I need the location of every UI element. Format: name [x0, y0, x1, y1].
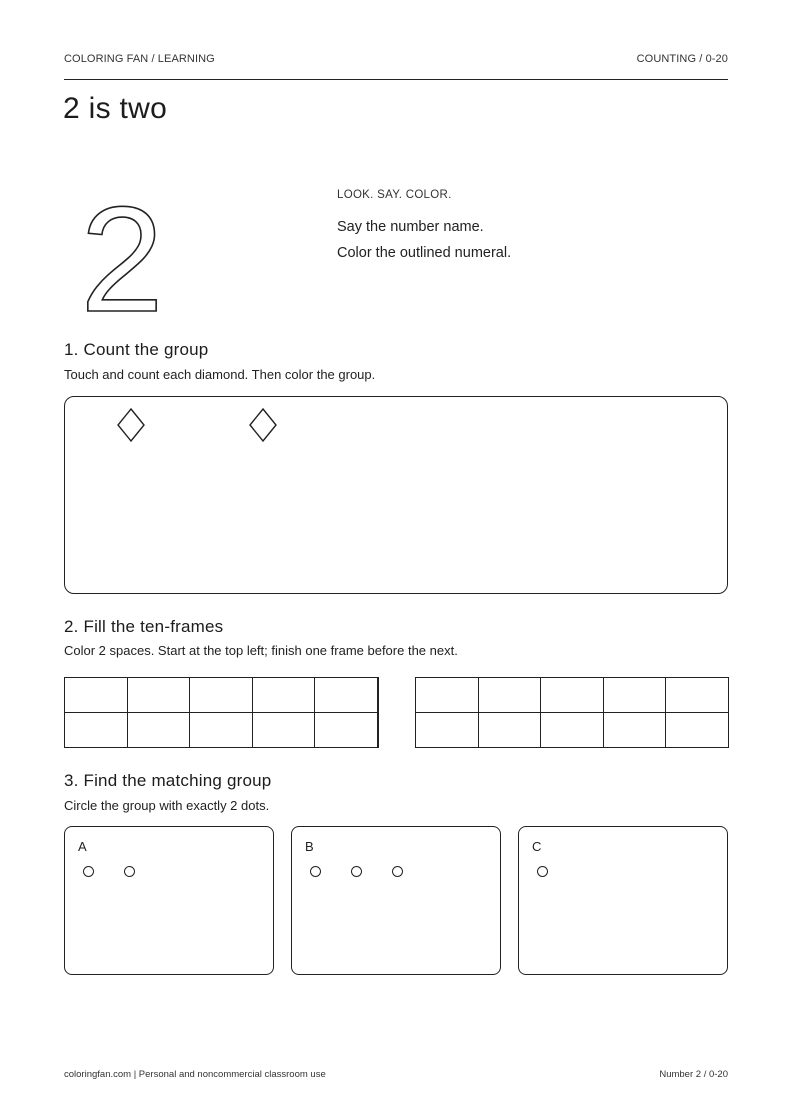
- intro-kicker: LOOK. SAY. COLOR.: [337, 189, 452, 201]
- section1-title: 1. Count the group: [64, 340, 209, 359]
- ten-frame-cell[interactable]: [190, 713, 253, 748]
- outlined-numeral[interactable]: [72, 198, 172, 318]
- section1-subtitle: Touch and count each diamond. Then color the group.: [64, 367, 376, 382]
- ten-frame-cell[interactable]: [252, 678, 315, 713]
- ten-frame-cell[interactable]: [252, 713, 315, 748]
- ten-frame-cell[interactable]: [603, 678, 666, 713]
- ten-frame-cell[interactable]: [416, 713, 479, 748]
- header-category: COUNTING / 0-20: [636, 53, 728, 65]
- outlined-numeral-glyph: 2: [80, 198, 164, 318]
- intro-instruction-2: Color the outlined numeral.: [337, 245, 512, 261]
- choice-label: C: [532, 839, 542, 854]
- section2-subtitle: Color 2 spaces. Start at the top left; finish one frame before the next.: [64, 643, 458, 658]
- ten-frame-cell[interactable]: [666, 713, 729, 748]
- ten-frame-cell[interactable]: [190, 678, 253, 713]
- choice-b-box[interactable]: [291, 826, 501, 975]
- ten-frame-cell[interactable]: [65, 713, 128, 748]
- ten-frame-cell[interactable]: [127, 713, 190, 748]
- ten-frame-cell[interactable]: [127, 678, 190, 713]
- footer-credit: coloringfan.com | Personal and noncommercial classroom use: [64, 1069, 326, 1080]
- dot-circle: [83, 866, 94, 877]
- choice-label: B: [305, 839, 314, 854]
- ten-frame-cell[interactable]: [541, 713, 604, 748]
- header-brand: COLORING FAN / LEARNING: [64, 53, 215, 65]
- ten-frame-cell[interactable]: [315, 678, 378, 713]
- dot-circle: [351, 866, 362, 877]
- ten-frame-cell[interactable]: [315, 713, 378, 748]
- ten-frame-cell[interactable]: [416, 678, 479, 713]
- section3-title: 3. Find the matching group: [64, 771, 272, 790]
- ten-frame-cell[interactable]: [603, 713, 666, 748]
- choice-c-box[interactable]: [518, 826, 728, 975]
- ten-frame-1: [64, 677, 379, 748]
- count-group-box: [64, 396, 728, 594]
- page-title: 2 is two: [63, 92, 168, 125]
- choice-a-box[interactable]: [64, 826, 274, 975]
- intro-instruction-1: Say the number name.: [337, 219, 484, 235]
- ten-frame-2: [415, 677, 729, 748]
- ten-frame-cell[interactable]: [65, 678, 128, 713]
- choice-label: A: [78, 839, 87, 854]
- diamond-shape[interactable]: [116, 408, 146, 442]
- dot-circle: [392, 866, 403, 877]
- ten-frame-cell[interactable]: [478, 678, 541, 713]
- section2-title: 2. Fill the ten-frames: [64, 617, 224, 636]
- ten-frame-cell[interactable]: [666, 678, 729, 713]
- ten-frame-cell[interactable]: [478, 713, 541, 748]
- dot-circle: [310, 866, 321, 877]
- section3-subtitle: Circle the group with exactly 2 dots.: [64, 798, 270, 813]
- footer-page-label: Number 2 / 0-20: [659, 1069, 728, 1080]
- ten-frame-cell[interactable]: [541, 678, 604, 713]
- dot-circle: [537, 866, 548, 877]
- diamond-shape[interactable]: [248, 408, 278, 442]
- header-divider: [64, 79, 728, 80]
- dot-circle: [124, 866, 135, 877]
